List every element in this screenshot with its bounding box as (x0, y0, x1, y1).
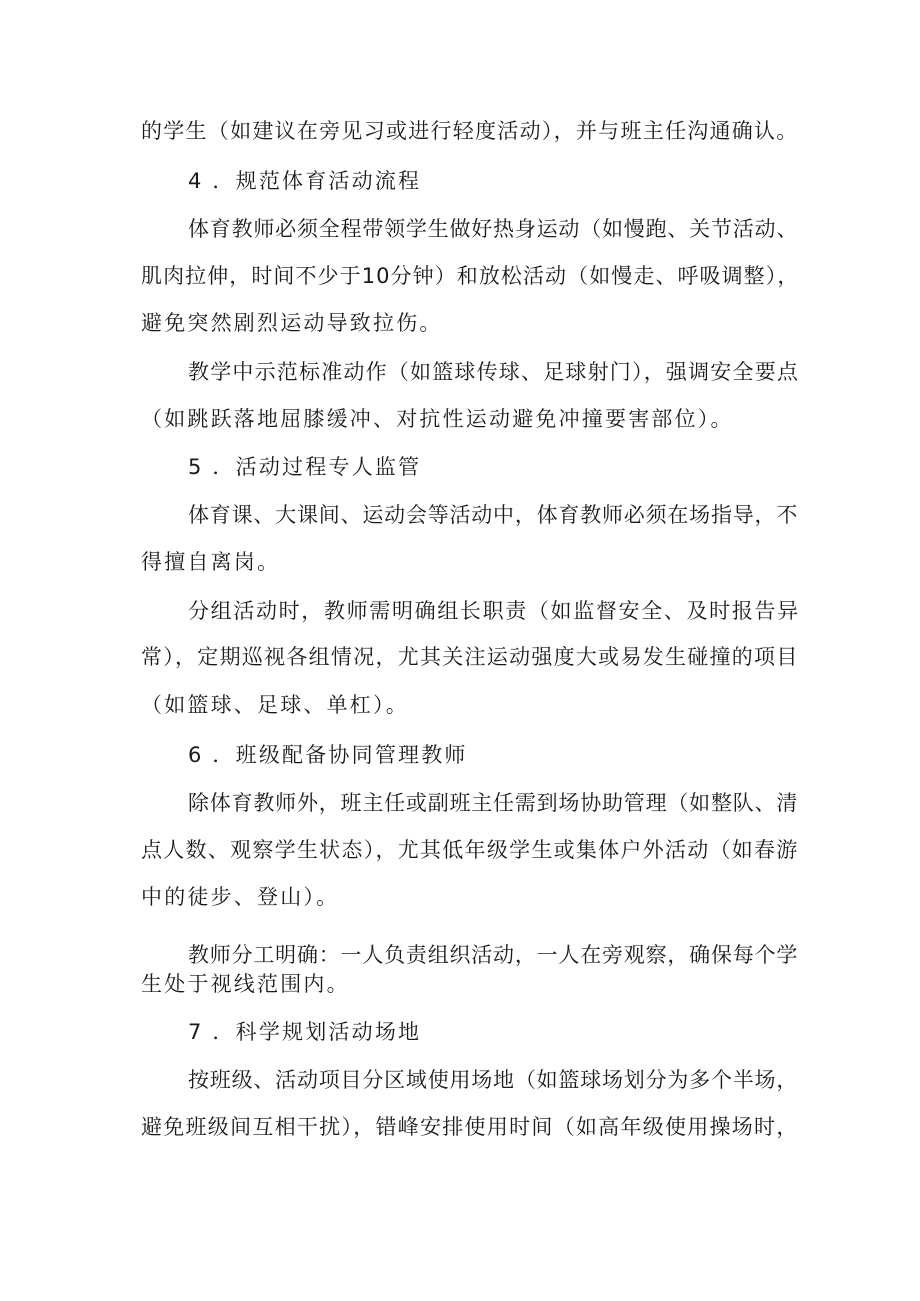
text-line: 避免班级间互相干扰），错峰安排使用时间（如高年级使用操场时， (141, 1115, 799, 1139)
text-line: 避免突然剧烈运动导致拉伤。 (141, 311, 443, 335)
text-line: 得擅自离岗。 (141, 550, 281, 574)
text-line: 的学生（如建议在旁见习或进行轻度活动），并与班主任沟通确认。 (141, 119, 799, 143)
text-line: 生处于视线范围内。 (141, 972, 350, 996)
text-line: 点人数、观察学生状态），尤其低年级学生或集体户外活动（如春游 (141, 838, 799, 862)
text-line: 常），定期巡视各组情况，尤其关注运动强度大或易发生碰撞的项目 (141, 645, 799, 669)
text-line: 教学中示范标准动作（如篮球传球、足球射门），强调安全要点 (188, 360, 800, 384)
text-line: 体育课、大课间、运动会等活动中，体育教师必须在场指导，不 (188, 503, 799, 527)
text-line: 教师分工明确：一人负责组织活动，一人在旁观察，确保每个学 (188, 943, 799, 967)
text-line: 中的徒步、登山）。 (141, 885, 340, 909)
text-line: 除体育教师外，班主任或副班主任需到场协助管理（如整队、清 (188, 791, 799, 815)
text-line: 按班级、活动项目分区域使用场地（如篮球场划分为多个半场， (188, 1068, 799, 1092)
section-heading-6: 6 ．班级配备协同管理教师 (188, 743, 468, 767)
text-line: 体育教师必须全程带领学生做好热身运动（如慢跑、关节活动、 (188, 217, 799, 241)
text-line: （如篮球、足球、单杠）。 (141, 693, 409, 717)
text-line: 分组活动时，教师需明确组长职责（如监督安全、及时报告异 (188, 599, 800, 623)
section-heading-4: 4 ．规范体育活动流程 (188, 169, 422, 193)
section-heading-7: 7 ．科学规划活动场地 (188, 1020, 422, 1044)
text-line: （如跳跃落地屈膝缓冲、对抗性运动避免冲撞要害部位）。 (141, 407, 734, 431)
text-line: 肌肉拉伸，时间不少于10分钟）和放松活动（如慢走、呼吸调整）， (141, 264, 800, 288)
section-heading-5: 5 ．活动过程专人监管 (188, 455, 422, 479)
